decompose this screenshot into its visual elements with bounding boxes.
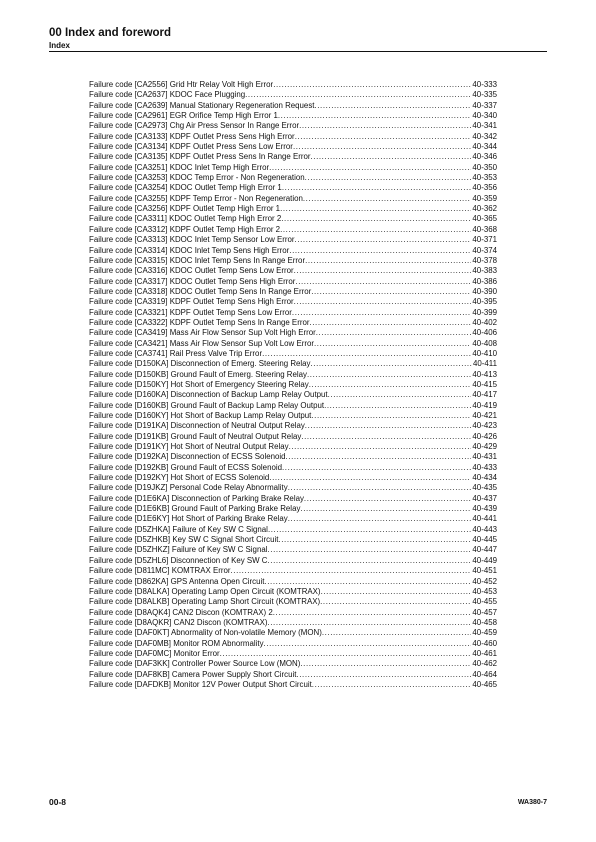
index-entry-title: Failure code [DAF0KT] Abnormality of Non-volatile Memory (MON) (89, 628, 322, 638)
index-entry-page: 40-458 (472, 617, 497, 627)
index-entry-title: Failure code [CA3135] KDPF Outlet Press Sens In Range Error (89, 152, 311, 162)
index-entry[interactable] (89, 556, 497, 566)
index-entry-page: 40-439 (472, 504, 497, 514)
index-entry-title: Failure code [CA3317] KDOC Outlet Temp Sens High Error (89, 276, 296, 286)
index-entry[interactable] (89, 452, 497, 462)
index-entry[interactable] (89, 432, 497, 442)
dot-leader (264, 577, 471, 587)
index-entry-title: Failure code [CA3313] KDOC Inlet Temp Sensor Low Error (89, 235, 295, 245)
index-entry[interactable] (89, 318, 497, 328)
dot-leader (230, 566, 471, 576)
dot-leader (310, 152, 471, 162)
index-entry[interactable] (89, 339, 497, 349)
index-entry-page: 40-341 (472, 121, 497, 131)
index-entry[interactable] (89, 670, 497, 680)
dot-leader (288, 483, 472, 493)
dot-leader (322, 628, 472, 638)
dot-leader (307, 370, 471, 380)
index-entry-page: 40-459 (472, 628, 497, 638)
index-entry[interactable] (89, 287, 497, 297)
dot-leader (304, 494, 472, 504)
index-entry[interactable] (89, 618, 497, 628)
index-entry[interactable] (89, 680, 497, 690)
index-entry-page: 40-411 (473, 359, 497, 369)
dot-leader (299, 121, 471, 131)
index-entry[interactable] (89, 142, 497, 152)
index-entry[interactable] (89, 256, 497, 266)
index-entry[interactable] (89, 608, 497, 618)
index-entry[interactable] (89, 183, 497, 193)
index-entry-title: Failure code [D5ZHKZ] Failure of Key SW C Signal (89, 545, 268, 555)
footer-page-number: 00-8 (49, 797, 67, 807)
index-entry[interactable] (89, 173, 497, 183)
index-entry[interactable] (89, 194, 497, 204)
index-entry-page: 40-383 (472, 266, 497, 276)
index-entry-page: 40-406 (472, 328, 497, 338)
index-entry-title: Failure code [CA3322] KDPF Outlet Temp Sens In Range Error (89, 317, 310, 327)
index-entry[interactable] (89, 111, 497, 121)
index-list (89, 80, 497, 690)
index-entry-title: Failure code [D150KB] Ground Fault of Emerg. Steering Relay (89, 369, 307, 379)
dot-leader (278, 535, 471, 545)
index-entry-title: Failure code [D811MC] KOMTRAX Error (89, 566, 231, 576)
index-entry-title: Failure code [CA3251] KDOC Inlet Temp High Error (89, 162, 270, 172)
index-entry-page: 40-371 (472, 235, 497, 245)
index-entry-page: 40-421 (472, 411, 497, 420)
index-entry-title: Failure code [D150KY] Hot Short of Emergency Steering Relay (89, 379, 309, 389)
index-entry-page: 40-378 (472, 255, 497, 265)
dot-leader (301, 432, 471, 442)
dot-leader (312, 680, 472, 690)
dot-leader (303, 194, 472, 204)
dot-leader (320, 597, 471, 607)
index-entry[interactable] (89, 380, 497, 390)
index-entry[interactable] (89, 587, 497, 597)
index-entry-title: Failure code [D192KB] Ground Fault of ECSS Solenoid (89, 462, 282, 472)
dot-leader (264, 639, 472, 649)
index-entry-title: Failure code [D191KA] Disconnection of Neutral Output Relay (89, 421, 305, 431)
index-entry[interactable] (89, 514, 497, 524)
index-entry-title: Failure code [DAF8KB] Camera Power Supply Short Circuit (89, 669, 297, 679)
index-entry-title: Failure code [CA2961] EGR Orifice Temp High Error 1 (89, 111, 278, 121)
index-entry-page: 40-441 (472, 514, 497, 524)
index-entry-page: 40-462 (472, 659, 497, 669)
index-entry-title: Failure code [CA2637] KDOC Face Plugging (89, 90, 246, 100)
dot-leader (278, 111, 472, 121)
index-entry[interactable] (89, 659, 497, 669)
dot-leader (282, 463, 471, 473)
index-entry[interactable] (89, 545, 497, 555)
dot-leader (311, 359, 473, 369)
dot-leader (267, 618, 471, 628)
index-entry[interactable] (89, 463, 497, 473)
index-entry-page: 40-362 (472, 204, 497, 214)
footer-model-code: WA380-7 (517, 799, 547, 806)
index-entry[interactable] (89, 597, 497, 607)
index-entry[interactable] (89, 277, 497, 287)
index-entry-page: 40-433 (472, 462, 497, 472)
dot-leader (328, 390, 472, 400)
index-entry-page: 40-457 (472, 607, 497, 617)
index-entry[interactable] (89, 328, 497, 338)
dot-leader (262, 349, 471, 359)
index-entry[interactable] (89, 442, 497, 452)
page-header (49, 27, 547, 51)
index-entry-title: Failure code [D160KB] Ground Fault of Backup Lamp Relay Output (89, 400, 325, 410)
index-entry-title: Failure code [D19JKZ] Personal Code Relay Abnormality (89, 483, 288, 493)
dot-leader (296, 670, 471, 680)
index-entry-page: 40-402 (472, 317, 497, 327)
dot-leader (268, 525, 471, 535)
index-entry[interactable] (89, 246, 497, 256)
index-entry-page: 40-335 (472, 90, 497, 100)
index-entry-title: Failure code [CA3316] KDOC Outlet Temp Sens Low Error (89, 266, 294, 276)
index-entry-title: Failure code [CA3255] KDPF Temp Error - Non Regeneration (89, 193, 303, 203)
dot-leader (300, 659, 471, 669)
index-entry-title: Failure code [D160KY] Hot Short of Backup Lamp Relay Output (89, 411, 312, 420)
index-entry[interactable] (89, 308, 497, 318)
dot-leader (220, 649, 472, 659)
dot-leader (268, 556, 472, 566)
section-subtitle: Index (49, 41, 70, 50)
index-entry[interactable] (89, 132, 497, 142)
index-entry-page: 40-464 (472, 669, 497, 679)
index-entry[interactable] (89, 80, 497, 90)
index-entry[interactable] (89, 401, 497, 411)
dot-leader (288, 514, 472, 524)
index-entry[interactable] (89, 421, 497, 431)
dot-leader (294, 297, 472, 307)
index-entry-page: 40-435 (472, 483, 497, 493)
index-entry[interactable] (89, 214, 497, 224)
index-entry[interactable] (89, 639, 497, 649)
dot-leader (286, 452, 472, 462)
index-entry-page: 40-346 (472, 152, 497, 162)
index-entry-title: Failure code [CA2973] Chg Air Press Sensor In Range Error (89, 121, 300, 131)
index-entry-page: 40-415 (472, 379, 497, 389)
index-entry-page: 40-445 (472, 535, 497, 545)
index-entry-title: Failure code [D8AQK4] CAN2 Discon (KOMTRAX) 2 (89, 607, 273, 617)
dot-leader (324, 401, 471, 411)
dot-leader (314, 101, 471, 111)
index-entry-page: 40-333 (472, 80, 497, 89)
index-entry-title: Failure code [D8ALKB] Operating Lamp Short Circuit (KOMTRAX) (89, 597, 321, 607)
index-entry[interactable] (89, 204, 497, 214)
dot-leader (295, 235, 472, 245)
dot-leader (269, 473, 471, 483)
index-entry-page: 40-344 (472, 142, 497, 152)
index-entry-page: 40-419 (472, 400, 497, 410)
index-entry[interactable] (89, 483, 497, 493)
index-entry-page: 40-413 (472, 369, 497, 379)
index-entry-title: Failure code [D150KA] Disconnection of Emerg. Steering Relay (89, 359, 311, 369)
index-entry-title: Failure code [CA3321] KDPF Outlet Temp Sens Low Error (89, 307, 292, 317)
index-entry[interactable] (89, 411, 497, 421)
dot-leader (281, 214, 471, 224)
dot-leader (273, 608, 472, 618)
dot-leader (311, 287, 471, 297)
index-entry-page: 40-434 (472, 473, 497, 483)
dot-leader (295, 277, 471, 287)
index-entry-title: Failure code [CA3421] Mass Air Flow Sensor Sup Volt Low Error (89, 338, 314, 348)
index-entry[interactable] (89, 152, 497, 162)
index-entry-title: Failure code [DAF0MC] Monitor Error (89, 648, 220, 658)
index-entry[interactable] (89, 163, 497, 173)
index-entry-page: 40-453 (472, 586, 497, 596)
index-entry-page: 40-410 (472, 348, 497, 358)
index-entry-page: 40-395 (472, 297, 497, 307)
index-entry-title: Failure code [D1E6KY] Hot Short of Parking Brake Relay (89, 514, 288, 524)
dot-leader (289, 442, 472, 452)
index-entry-page: 40-429 (472, 442, 497, 452)
index-entry-page: 40-359 (472, 193, 497, 203)
index-entry-title: Failure code [CA3741] Rail Press Valve Trip Error (89, 348, 263, 358)
index-entry-title: Failure code [D5ZHL6] Disconnection of Key SW C (89, 555, 268, 565)
index-entry-title: Failure code [CA3134] KDPF Outlet Press Sens Low Error (89, 142, 293, 152)
index-entry-title: Failure code [D8ALKA] Operating Lamp Open Circuit (KOMTRAX) (89, 586, 321, 596)
dot-leader (245, 90, 471, 100)
dot-leader (314, 339, 471, 349)
index-entry-page: 40-461 (472, 648, 497, 658)
index-entry[interactable] (89, 235, 497, 245)
index-entry-title: Failure code [D5ZHKA] Failure of Key SW C Signal (89, 524, 268, 534)
index-entry[interactable] (89, 359, 497, 369)
index-entry[interactable] (89, 266, 497, 276)
index-entry[interactable] (89, 121, 497, 131)
index-entry[interactable] (89, 370, 497, 380)
index-entry-title: Failure code [D192KY] Hot Short of ECSS Solenoid (89, 473, 270, 483)
index-entry[interactable] (89, 628, 497, 638)
index-entry-title: Failure code [D191KY] Hot Short of Neutral Output Relay (89, 442, 289, 452)
index-entry-page: 40-451 (472, 566, 497, 576)
index-entry-page: 40-431 (472, 452, 497, 462)
index-entry-title: Failure code [CA2556] Grid Htr Relay Volt High Error (89, 80, 274, 89)
dot-leader (280, 225, 471, 235)
index-entry-title: Failure code [CA3315] KDOC Inlet Temp Sens In Range Error (89, 255, 306, 265)
dot-leader (293, 142, 471, 152)
index-entry-page: 40-340 (472, 111, 497, 121)
index-entry[interactable] (89, 577, 497, 587)
index-entry-page: 40-449 (472, 555, 497, 565)
dot-leader (267, 545, 471, 555)
index-entry-title: Failure code [CA3133] KDPF Outlet Press Sens High Error (89, 131, 295, 141)
index-entry-page: 40-350 (472, 162, 497, 172)
index-entry-page: 40-408 (472, 338, 497, 348)
index-entry-title: Failure code [CA3256] KDPF Outlet Temp High Error 1 (89, 204, 281, 214)
index-entry-page: 40-452 (472, 576, 497, 586)
index-entry[interactable] (89, 90, 497, 100)
dot-leader (309, 380, 472, 390)
index-entry-title: Failure code [D1E6KA] Disconnection of Parking Brake Relay (89, 493, 304, 503)
index-entry[interactable] (89, 225, 497, 235)
index-entry-page: 40-353 (472, 173, 497, 183)
index-entry-title: Failure code [D5ZHKB] Key SW C Signal Short Circuit (89, 535, 279, 545)
index-entry-page: 40-443 (472, 524, 497, 534)
dot-leader (311, 411, 471, 421)
index-entry-page: 40-460 (472, 638, 497, 648)
index-entry-title: Failure code [D862KA] GPS Antenna Open Circuit (89, 576, 265, 586)
index-entry-page: 40-337 (472, 100, 497, 110)
dot-leader (282, 183, 472, 193)
index-entry-page: 40-417 (472, 390, 497, 400)
index-entry-title: Failure code [D160KA] Disconnection of Backup Lamp Relay Output (89, 390, 328, 400)
index-entry-page: 40-426 (472, 431, 497, 441)
index-entry-title: Failure code [D8AQKR] CAN2 Discon (KOMTRAX) (89, 617, 268, 627)
dot-leader (280, 204, 471, 214)
index-entry-page: 40-437 (472, 493, 497, 503)
dot-leader (305, 256, 471, 266)
index-entry-title: Failure code [D192KA] Disconnection of ECSS Solenoid (89, 452, 286, 462)
index-entry-title: Failure code [CA3314] KDOC Inlet Temp Sens High Error (89, 245, 290, 255)
index-entry[interactable] (89, 101, 497, 111)
index-entry-page: 40-365 (472, 214, 497, 224)
index-entry-page: 40-356 (472, 183, 497, 193)
dot-leader (295, 132, 472, 142)
index-entry[interactable] (89, 473, 497, 483)
index-entry-page: 40-455 (472, 597, 497, 607)
index-entry[interactable] (89, 566, 497, 576)
index-entry-title: Failure code [D191KB] Ground Fault of Neutral Output Relay (89, 431, 302, 441)
index-entry-page: 40-399 (472, 307, 497, 317)
index-entry-page: 40-423 (472, 421, 497, 431)
index-entry-title: Failure code [CA3419] Mass Air Flow Sensor Sup Volt High Error (89, 328, 316, 338)
index-entry[interactable] (89, 525, 497, 535)
index-entry[interactable] (89, 494, 497, 504)
index-entry-page: 40-342 (472, 131, 497, 141)
index-entry-page: 40-447 (472, 545, 497, 555)
index-entry-title: Failure code [DAFDKB] Monitor 12V Power Output Short Circuit (89, 679, 312, 689)
index-entry-page: 40-374 (472, 245, 497, 255)
dot-leader (273, 80, 471, 90)
dot-leader (321, 587, 472, 597)
index-entry-title: Failure code [CA3254] KDOC Outlet Temp High Error 1 (89, 183, 282, 193)
index-entry-title: Failure code [CA3319] KDPF Outlet Temp Sens High Error (89, 297, 294, 307)
dot-leader (305, 173, 472, 183)
dot-leader (294, 266, 472, 276)
index-entry-page: 40-390 (472, 286, 497, 296)
index-entry-title: Failure code [CA3311] KDOC Outlet Temp High Error 2 (89, 214, 282, 224)
index-entry[interactable] (89, 504, 497, 514)
index-entry-page: 40-386 (472, 276, 497, 286)
dot-leader (316, 328, 472, 338)
index-entry-title: Failure code [CA3312] KDPF Outlet Temp High Error 2 (89, 224, 281, 234)
index-entry[interactable] (89, 535, 497, 545)
dot-leader (300, 504, 471, 514)
index-entry-title: Failure code [CA3253] KDOC Temp Error - Non Regeneration (89, 173, 305, 183)
index-entry-title: Failure code [CA2639] Manual Stationary Regeneration Request (89, 100, 315, 110)
index-entry-title: Failure code [DAF3KK] Controller Power Source Low (MON) (89, 659, 301, 669)
dot-leader (269, 163, 471, 173)
index-entry-title: Failure code [CA3318] KDOC Outlet Temp Sens In Range Error (89, 286, 312, 296)
dot-leader (289, 246, 471, 256)
dot-leader (305, 421, 472, 431)
index-entry-title: Failure code [DAF0MB] Monitor ROM Abnormality (89, 638, 264, 648)
index-entry[interactable] (89, 649, 497, 659)
index-entry-page: 40-368 (472, 224, 497, 234)
header-divider (49, 51, 547, 52)
index-entry-title: Failure code [D1E6KB] Ground Fault of Parking Brake Relay (89, 504, 301, 514)
dot-leader (292, 308, 472, 318)
dot-leader (309, 318, 471, 328)
section-title: 00 Index and foreword (49, 27, 172, 39)
index-entry[interactable] (89, 297, 497, 307)
index-entry[interactable] (89, 390, 497, 400)
index-entry-page: 40-465 (472, 679, 497, 689)
index-entry[interactable] (89, 349, 497, 359)
